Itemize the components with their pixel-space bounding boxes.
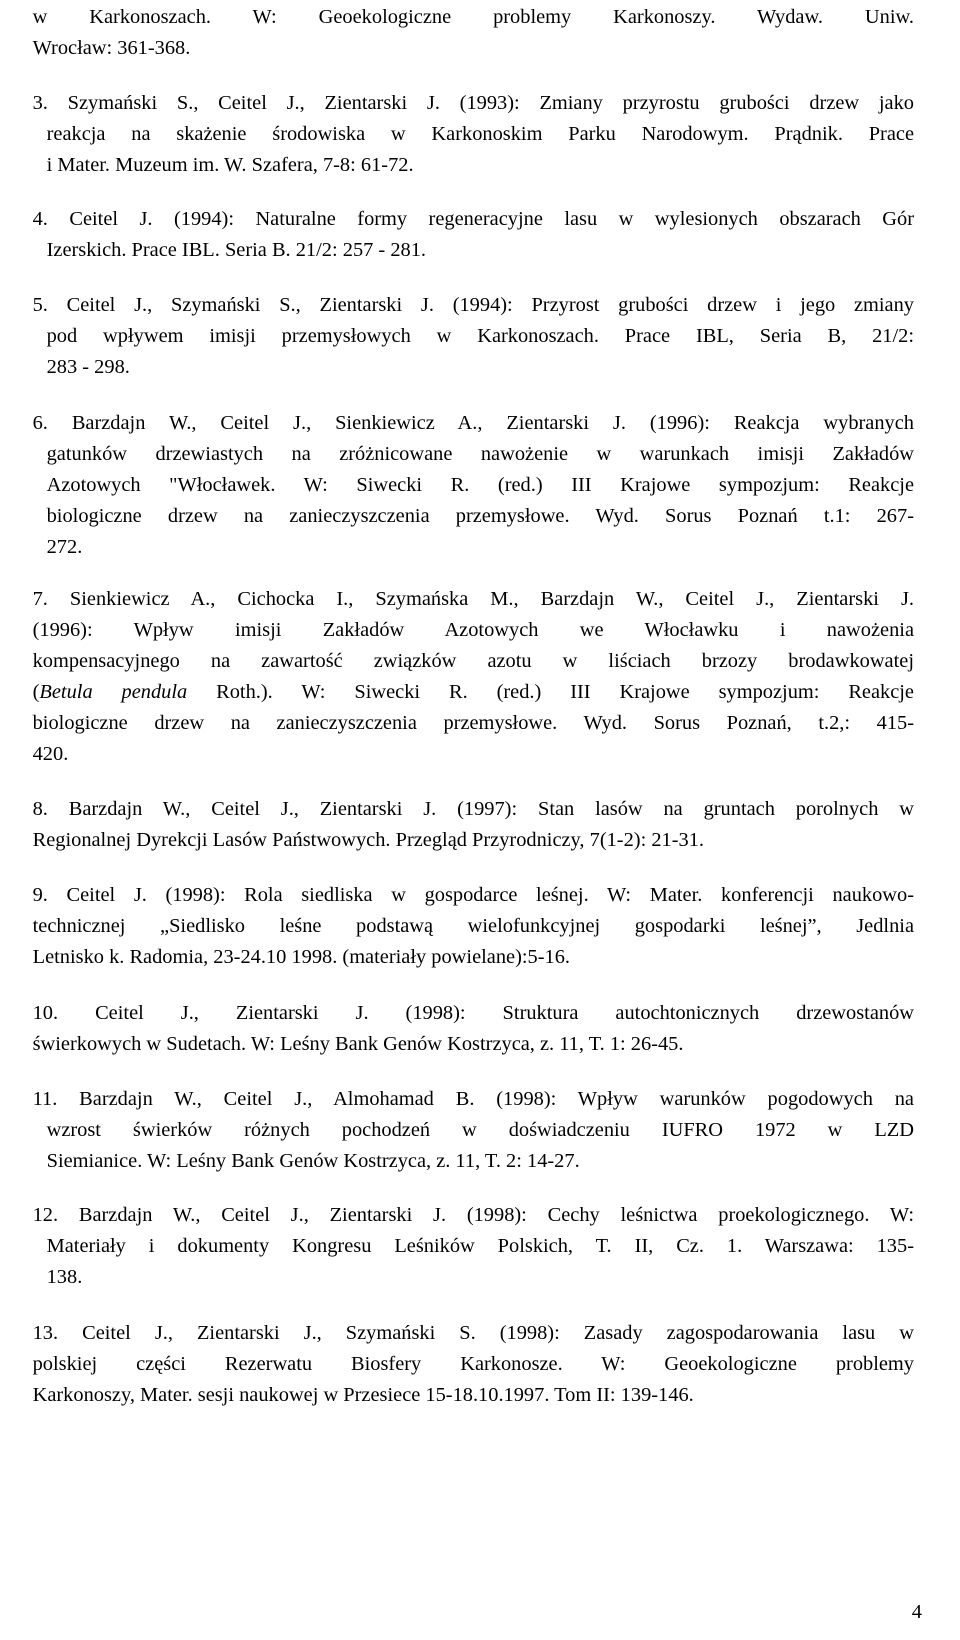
reference-line: 4. Ceitel J. (1994): Naturalne formy regeneracyjne lasu w wylesionych obszarach Gór xyxy=(32,208,914,230)
reference-6 xyxy=(34,408,914,563)
reference-line: 7. Sienkiewicz A., Cichocka I., Szymańska M., Barzdajn W., Ceitel J., Zientarski J. xyxy=(32,588,914,610)
species-name: Betula pendula xyxy=(39,681,188,703)
reference-line: 420. xyxy=(32,743,69,765)
reference-line: 10. Ceitel J., Zientarski J. (1998): Struktura autochtonicznych drzewostanów xyxy=(32,1002,914,1024)
reference-line: kompensacyjnego na zawartość związków azotu w liściach brzozy brodawkowatej xyxy=(32,650,914,672)
reference-line: polskiej części Rezerwatu Biosfery Karkonosze. W: Geoekologiczne problemy xyxy=(32,1353,914,1375)
reference-line: biologiczne drzew na zanieczyszczenia przemysłowe. Wyd. Sorus Poznań, t.2,: 415- xyxy=(32,712,914,734)
reference-line: 6. Barzdajn W., Ceitel J., Sienkiewicz A., Zientarski J. (1996): Reakcja wybranych xyxy=(32,412,914,434)
reference-line: Materiały i dokumenty Kongresu Leśników Polskich, T. II, Cz. 1. Warszawa: 135- xyxy=(46,1235,914,1257)
reference-line: Siemianice. W: Leśny Bank Genów Kostrzyca, z. 11, T. 2: 14-27. xyxy=(46,1150,580,1172)
reference-line: biologiczne drzew na zanieczyszczenia przemysłowe. Wyd. Sorus Poznań t.1: 267- xyxy=(46,505,914,527)
reference-2-continuation xyxy=(34,2,914,64)
reference-4 xyxy=(34,204,914,266)
reference-line: Regionalnej Dyrekcji Lasów Państwowych. Przegląd Przyrodniczy, 7(1-2): 21-31. xyxy=(32,829,705,851)
reference-line: technicznej „Siedlisko leśne podstawą wielofunkcyjnej gospodarki leśnej”, Jedlnia xyxy=(32,915,914,937)
reference-8 xyxy=(34,794,914,856)
reference-line: Wrocław: 361-368. xyxy=(32,37,191,59)
reference-line: 8. Barzdajn W., Ceitel J., Zientarski J. (1997): Stan lasów na gruntach porolnych w xyxy=(32,798,914,820)
reference-line xyxy=(34,677,914,708)
reference-3 xyxy=(34,88,914,181)
reference-line: w Karkonoszach. W: Geoekologiczne problemy Karkonoszy. Wydaw. Uniw. xyxy=(32,6,914,28)
page-number: 4 xyxy=(911,1601,922,1623)
reference-line: wzrost świerków różnych pochodzeń w doświadczeniu IUFRO 1972 w LZD xyxy=(46,1119,914,1141)
reference-line: reakcja na skażenie środowiska w Karkonoskim Parku Narodowym. Prądnik. Prace xyxy=(46,123,914,145)
reference-line: 9. Ceitel J. (1998): Rola siedliska w gospodarce leśnej. W: Mater. konferencji naukowo- xyxy=(32,884,914,906)
reference-11 xyxy=(34,1084,914,1177)
reference-5 xyxy=(34,290,914,383)
reference-10 xyxy=(34,998,914,1060)
reference-line: 5. Ceitel J., Szymański S., Zientarski J. (1994): Przyrost grubości drzew i jego zmiany xyxy=(32,294,914,316)
reference-7 xyxy=(34,584,914,770)
reference-line: pod wpływem imisji przemysłowych w Karkonoszach. Prace IBL, Seria B, 21/2: xyxy=(46,325,914,347)
reference-line: 138. xyxy=(46,1266,83,1288)
reference-line: Azotowych "Włocławek. W: Siwecki R. (red.) III Krajowe sympozjum: Reakcje xyxy=(46,474,914,496)
reference-line: 283 - 298. xyxy=(46,356,130,378)
reference-line: gatunków drzewiastych na zróżnicowane nawożenie w warunkach imisji Zakładów xyxy=(46,443,914,465)
reference-line: 3. Szymański S., Ceitel J., Zientarski J. (1993): Zmiany przyrostu grubości drzew jako xyxy=(32,92,914,114)
reference-13 xyxy=(34,1318,914,1411)
reference-line: 12. Barzdajn W., Ceitel J., Zientarski J. (1998): Cechy leśnictwa proekologicznego. W: xyxy=(32,1204,914,1226)
reference-12 xyxy=(34,1200,914,1293)
reference-line: 272. xyxy=(46,536,83,558)
reference-line: 11. Barzdajn W., Ceitel J., Almohamad B. (1998): Wpływ warunków pogodowych na xyxy=(32,1088,914,1110)
reference-line: Karkonoszy, Mater. sesji naukowej w Przesiece 15-18.10.1997. Tom II: 139-146. xyxy=(32,1384,694,1406)
reference-line: świerkowych w Sudetach. W: Leśny Bank Genów Kostrzyca, z. 11, T. 1: 26-45. xyxy=(32,1033,684,1055)
reference-line: Izerskich. Prace IBL. Seria B. 21/2: 257 - 281. xyxy=(46,239,427,261)
reference-line-tail: Roth.). W: Siwecki R. (red.) III Krajowe sympozjum: Reakcje xyxy=(187,681,914,703)
reference-line: 13. Ceitel J., Zientarski J., Szymański S. (1998): Zasady zagospodarowania lasu w xyxy=(32,1322,914,1344)
reference-line: (1996): Wpływ imisji Zakładów Azotowych we Włocławku i nawożenia xyxy=(32,619,914,641)
punctuation-open-paren: ( xyxy=(32,681,40,703)
reference-line: Letnisko k. Radomia, 23-24.10 1998. (materiały powielane):5-16. xyxy=(32,946,571,968)
reference-line: i Mater. Muzeum im. W. Szafera, 7-8: 61-72. xyxy=(46,154,414,176)
reference-9 xyxy=(34,880,914,973)
